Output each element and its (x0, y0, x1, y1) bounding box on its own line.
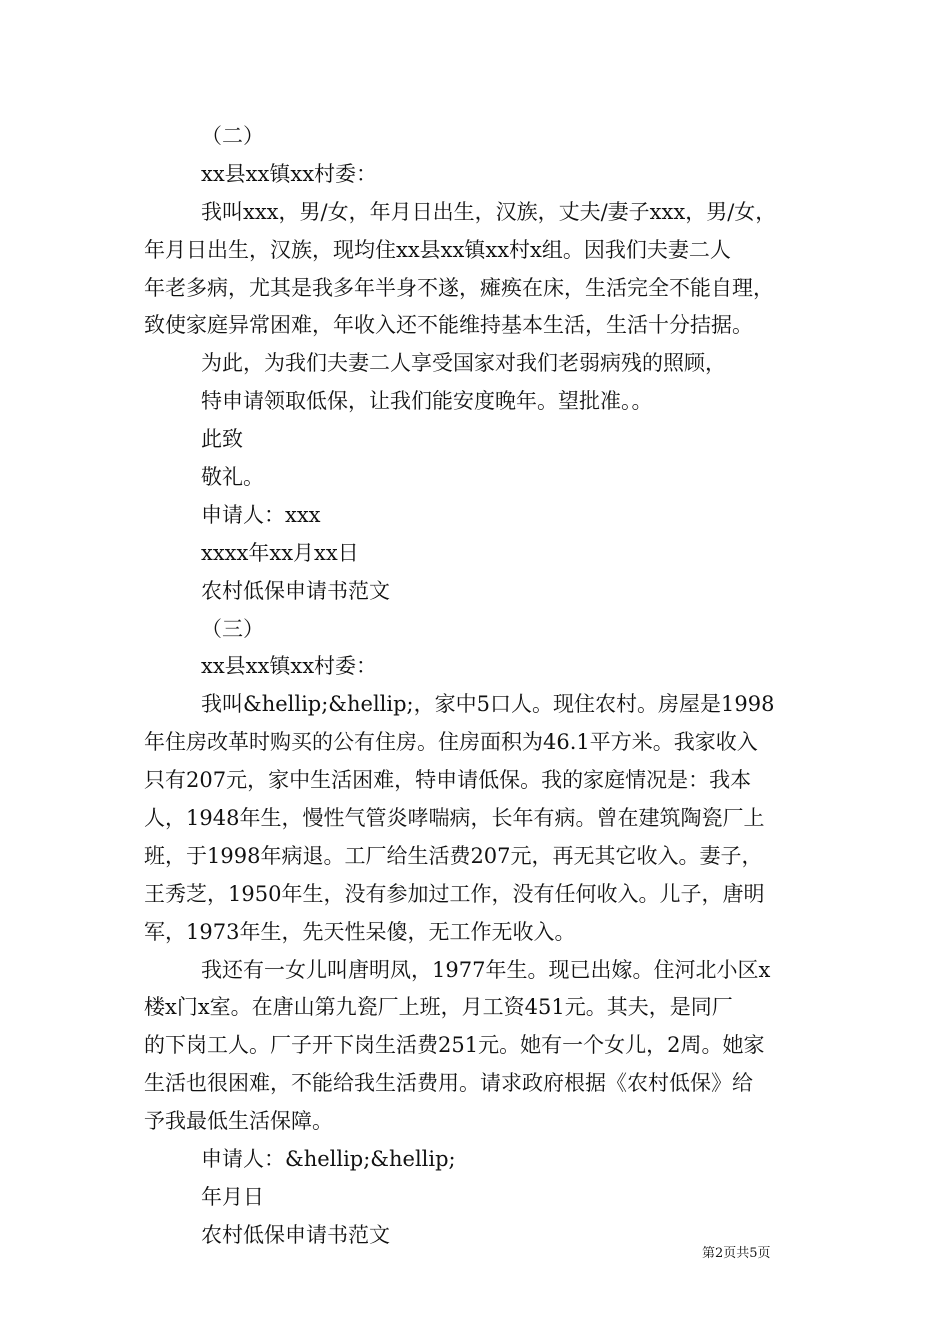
paragraph-line: 我还有一女儿叫唐明凤，1977年生。现已出嫁。住河北小区x (201, 957, 771, 982)
paragraph-line: 我叫&hellip;&hellip;，家中5口人。现住农村。房屋是1998 (201, 692, 775, 717)
section-heading-3: （三） (201, 616, 264, 641)
section-title: 农村低保申请书范文 (201, 1222, 390, 1247)
date-line: 年月日 (201, 1184, 264, 1209)
date-line: xxxx年xx月xx日 (201, 540, 359, 565)
applicant-line: 申请人：xxx (201, 502, 321, 527)
section-title: 农村低保申请书范文 (201, 578, 390, 603)
paragraph-line: 我叫xxx，男/女，年月日出生，汉族，丈夫/妻子xxx，男/女， (201, 199, 777, 224)
paragraph-line: 为此，为我们夫妻二人享受国家对我们老弱病残的照顾， (201, 351, 726, 376)
document-body (144, 118, 824, 1255)
paragraph-line: 王秀芝，1950年生，没有参加过工作，没有任何收入。儿子，唐明 (144, 881, 765, 906)
paragraph-line: 致使家庭异常困难，年收入还不能维持基本生活，生活十分拮据。 (144, 313, 753, 338)
paragraph-line: 特申请领取低保，让我们能安度晚年。望批准。。 (201, 389, 653, 414)
paragraph-line: 予我最低生活保障。 (144, 1109, 333, 1134)
section-heading-2: （二） (201, 124, 264, 148)
paragraph-line: 生活也很困难，不能给我生活费用。请求政府根据《农村低保》给 (144, 1071, 753, 1096)
paragraph-line: 年老多病，尤其是我多年半身不遂，瘫痪在床，生活完全不能自理， (144, 275, 774, 300)
paragraph-line: 人，1948年生，慢性气管炎哮喘病，长年有病。曾在建筑陶瓷厂上 (144, 806, 765, 831)
closing-line: 敬礼。 (201, 465, 264, 490)
closing-line: 此致 (201, 427, 243, 452)
page-number: 第2页共5页 (702, 1246, 771, 1261)
paragraph-line: 年月日出生，汉族，现均住xx县xx镇xx村x组。因我们夫妻二人 (144, 237, 731, 262)
paragraph-line: 只有207元，家中生活困难，特申请低保。我的家庭情况是：我本 (144, 768, 752, 793)
paragraph-line: 楼x门x室。在唐山第九瓷厂上班，月工资451元。其夫，是同厂 (144, 995, 733, 1020)
paragraph-line: 年住房改革时购买的公有住房。住房面积为46.1平方米。我家收入 (144, 730, 758, 755)
paragraph-line: 的下岗工人。厂子开下岗生活费251元。她有一个女儿，2周。她家 (144, 1033, 765, 1058)
paragraph-line: 军，1973年生，先天性呆傻，无工作无收入。 (144, 919, 576, 944)
paragraph-line: 班，于1998年病退。工厂给生活费207元，再无其它收入。妻子， (144, 843, 763, 868)
salutation: xx县xx镇xx村委： (201, 654, 378, 679)
salutation: xx县xx镇xx村委： (201, 161, 378, 186)
applicant-line: 申请人：&hellip;&hellip; (201, 1147, 456, 1172)
